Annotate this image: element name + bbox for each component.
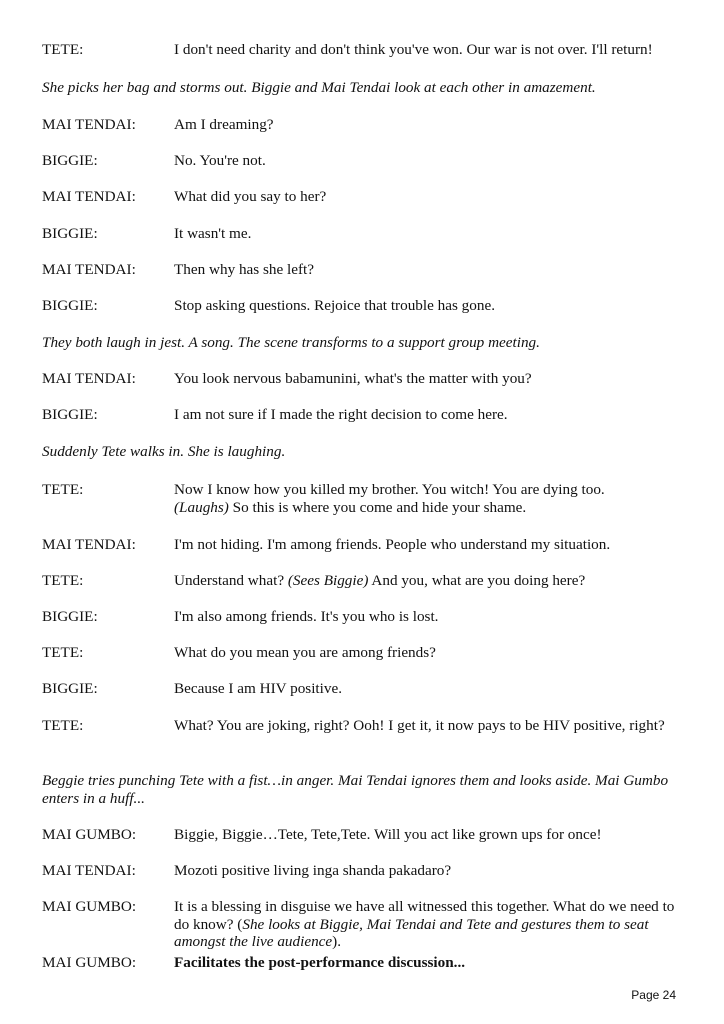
speaker: TETE: (42, 717, 84, 734)
dialogue-line (42, 41, 682, 59)
line-text-part: It is a blessing in disguise we have all witnessed this together. What do we need to do know? ( (174, 898, 675, 933)
dialogue-line (42, 481, 682, 516)
speaker: MAI GUMBO: (42, 898, 137, 915)
line-text: I don't need charity and don't think you've won. Our war is not over. I'll return! (174, 41, 653, 58)
line-text: Facilitates the post-performance discussion... (174, 954, 466, 971)
speaker: BIGGIE: (42, 608, 98, 625)
speaker: MAI TENDAI: (42, 370, 136, 387)
dialogue-line (42, 572, 682, 590)
dialogue-line (42, 608, 682, 626)
line-text-part: Understand what? (174, 572, 288, 589)
line-text: What did you say to her? (174, 188, 327, 205)
dialogue-line (42, 680, 682, 698)
line-text: I am not sure if I made the right decision to come here. (174, 406, 508, 423)
dialogue-line (42, 261, 682, 279)
speaker: MAI TENDAI: (42, 536, 136, 553)
stage-direction: They both laugh in jest. A song. The scene transforms to a support group meeting. (42, 334, 540, 351)
speaker: TETE: (42, 41, 84, 58)
dialogue-line (42, 225, 682, 243)
page-number: Page 24 (631, 988, 676, 1002)
speaker: BIGGIE: (42, 225, 98, 242)
dialogue-line (42, 536, 682, 554)
dialogue-line (42, 954, 682, 972)
line-text-part: Now I know how you killed my brother. You witch! You are dying too. (174, 481, 605, 498)
dialogue-line (42, 862, 682, 880)
dialogue-line (42, 370, 682, 388)
line-text: What do you mean you are among friends? (174, 644, 436, 661)
dialogue-line (42, 717, 682, 735)
line-text-part: So this is where you come and hide your shame. (228, 498, 527, 516)
line-text: Am I dreaming? (174, 116, 274, 133)
inline-direction: (Laughs) (174, 498, 229, 516)
line-text: What? You are joking, right? Ooh! I get it, it now pays to be HIV positive, right? (174, 717, 665, 734)
line-text: Because I am HIV positive. (174, 680, 343, 697)
line-text: Mozoti positive living inga shanda pakadaro? (174, 862, 452, 879)
dialogue-line (42, 898, 682, 951)
inline-direction: (Sees Biggie) (287, 572, 369, 589)
dialogue-line (42, 188, 682, 206)
line-text: Stop asking questions. Rejoice that trouble has gone. (174, 297, 495, 314)
dialogue-line (42, 116, 682, 134)
speaker: BIGGIE: (42, 297, 98, 314)
speaker: BIGGIE: (42, 680, 98, 697)
line-text: No. You're not. (174, 152, 266, 169)
line-text (174, 572, 682, 590)
dialogue-line (42, 826, 682, 844)
dialogue-line (42, 644, 682, 662)
line-text (174, 898, 682, 951)
line-text (174, 481, 682, 516)
line-text: Then why has she left? (174, 261, 315, 278)
dialogue-line (42, 406, 682, 424)
speaker: BIGGIE: (42, 406, 98, 423)
speaker: BIGGIE: (42, 152, 98, 169)
stage-direction: She picks her bag and storms out. Biggie and Mai Tendai look at each other in amazement. (42, 79, 596, 96)
line-text: I'm also among friends. It's you who is lost. (174, 608, 439, 625)
speaker: TETE: (42, 644, 84, 661)
speaker: MAI GUMBO: (42, 954, 137, 971)
line-text-part: And you, what are you doing here? (368, 572, 586, 589)
stage-direction: Beggie tries punching Tete with a fist…in anger. Mai Tendai ignores them and looks aside. Mai Gumbo enters in a huff... (42, 772, 669, 807)
speaker: MAI TENDAI: (42, 116, 136, 133)
speaker: MAI TENDAI: (42, 188, 136, 205)
line-text-part: ). (332, 933, 342, 950)
line-text: I'm not hiding. I'm among friends. People who understand my situation. (174, 536, 611, 553)
dialogue-line (42, 152, 682, 170)
speaker: TETE: (42, 572, 84, 589)
line-text: It wasn't me. (174, 225, 252, 242)
line-text: Biggie, Biggie…Tete, Tete,Tete. Will you act like grown ups for once! (174, 826, 602, 843)
inline-direction: She looks at Biggie, Mai Tendai and Tete and gestures them to seat amongst the live audience (174, 915, 649, 950)
speaker: MAI TENDAI: (42, 862, 136, 879)
speaker: TETE: (42, 481, 84, 498)
speaker: MAI GUMBO: (42, 826, 137, 843)
stage-direction: Suddenly Tete walks in. She is laughing. (42, 443, 286, 460)
speaker: MAI TENDAI: (42, 261, 136, 278)
dialogue-line (42, 297, 682, 315)
line-text: You look nervous babamunini, what's the matter with you? (174, 370, 532, 387)
